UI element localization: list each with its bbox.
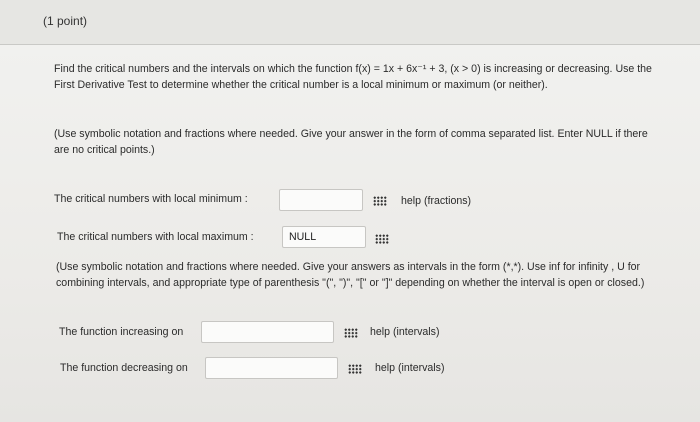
local-max-label: The critical numbers with local maximum : bbox=[57, 231, 254, 243]
increasing-label: The function increasing on bbox=[59, 326, 184, 338]
decreasing-help-link[interactable]: help (intervals) bbox=[375, 362, 445, 374]
question-text: Find the critical numbers and the intervals on which the function f(x) = 1x + 6x⁻¹ + 3, (x > 0) is increasing or decreasing. Use the First Derivative Test to determine whether the critical number is a local minimum or maximum (or neither). bbox=[54, 63, 652, 91]
local-min-input[interactable] bbox=[279, 189, 363, 211]
increasing-help-link[interactable]: help (intervals) bbox=[370, 326, 440, 338]
local-max-input[interactable]: NULL bbox=[282, 226, 366, 248]
decreasing-label: The function decreasing on bbox=[60, 362, 188, 374]
critical-hint-text: (Use symbolic notation and fractions where needed. Give your answer in the form of comma separated list. Enter NULL if there are no critical points.) bbox=[54, 128, 648, 156]
increasing-input[interactable] bbox=[201, 321, 334, 343]
equation-editor-icon[interactable] bbox=[375, 234, 389, 244]
equation-editor-icon[interactable] bbox=[348, 364, 362, 374]
min-help-link[interactable]: help (fractions) bbox=[401, 195, 472, 207]
points-label: (1 point) bbox=[43, 14, 88, 28]
equation-editor-icon[interactable] bbox=[373, 196, 387, 206]
interval-hint-text: (Use symbolic notation and fractions where needed. Give your answers as intervals in the form (*,*). Use inf for infinity , U for combining intervals, and appropriate type of parenthesis "(", ")", "[" or "]" depending on whether the interval is open or closed.) bbox=[56, 261, 645, 289]
equation-editor-icon[interactable] bbox=[344, 328, 358, 338]
decreasing-input[interactable] bbox=[205, 357, 338, 379]
local-min-label: The critical numbers with local minimum : bbox=[54, 193, 248, 205]
problem-header bbox=[0, 0, 700, 45]
